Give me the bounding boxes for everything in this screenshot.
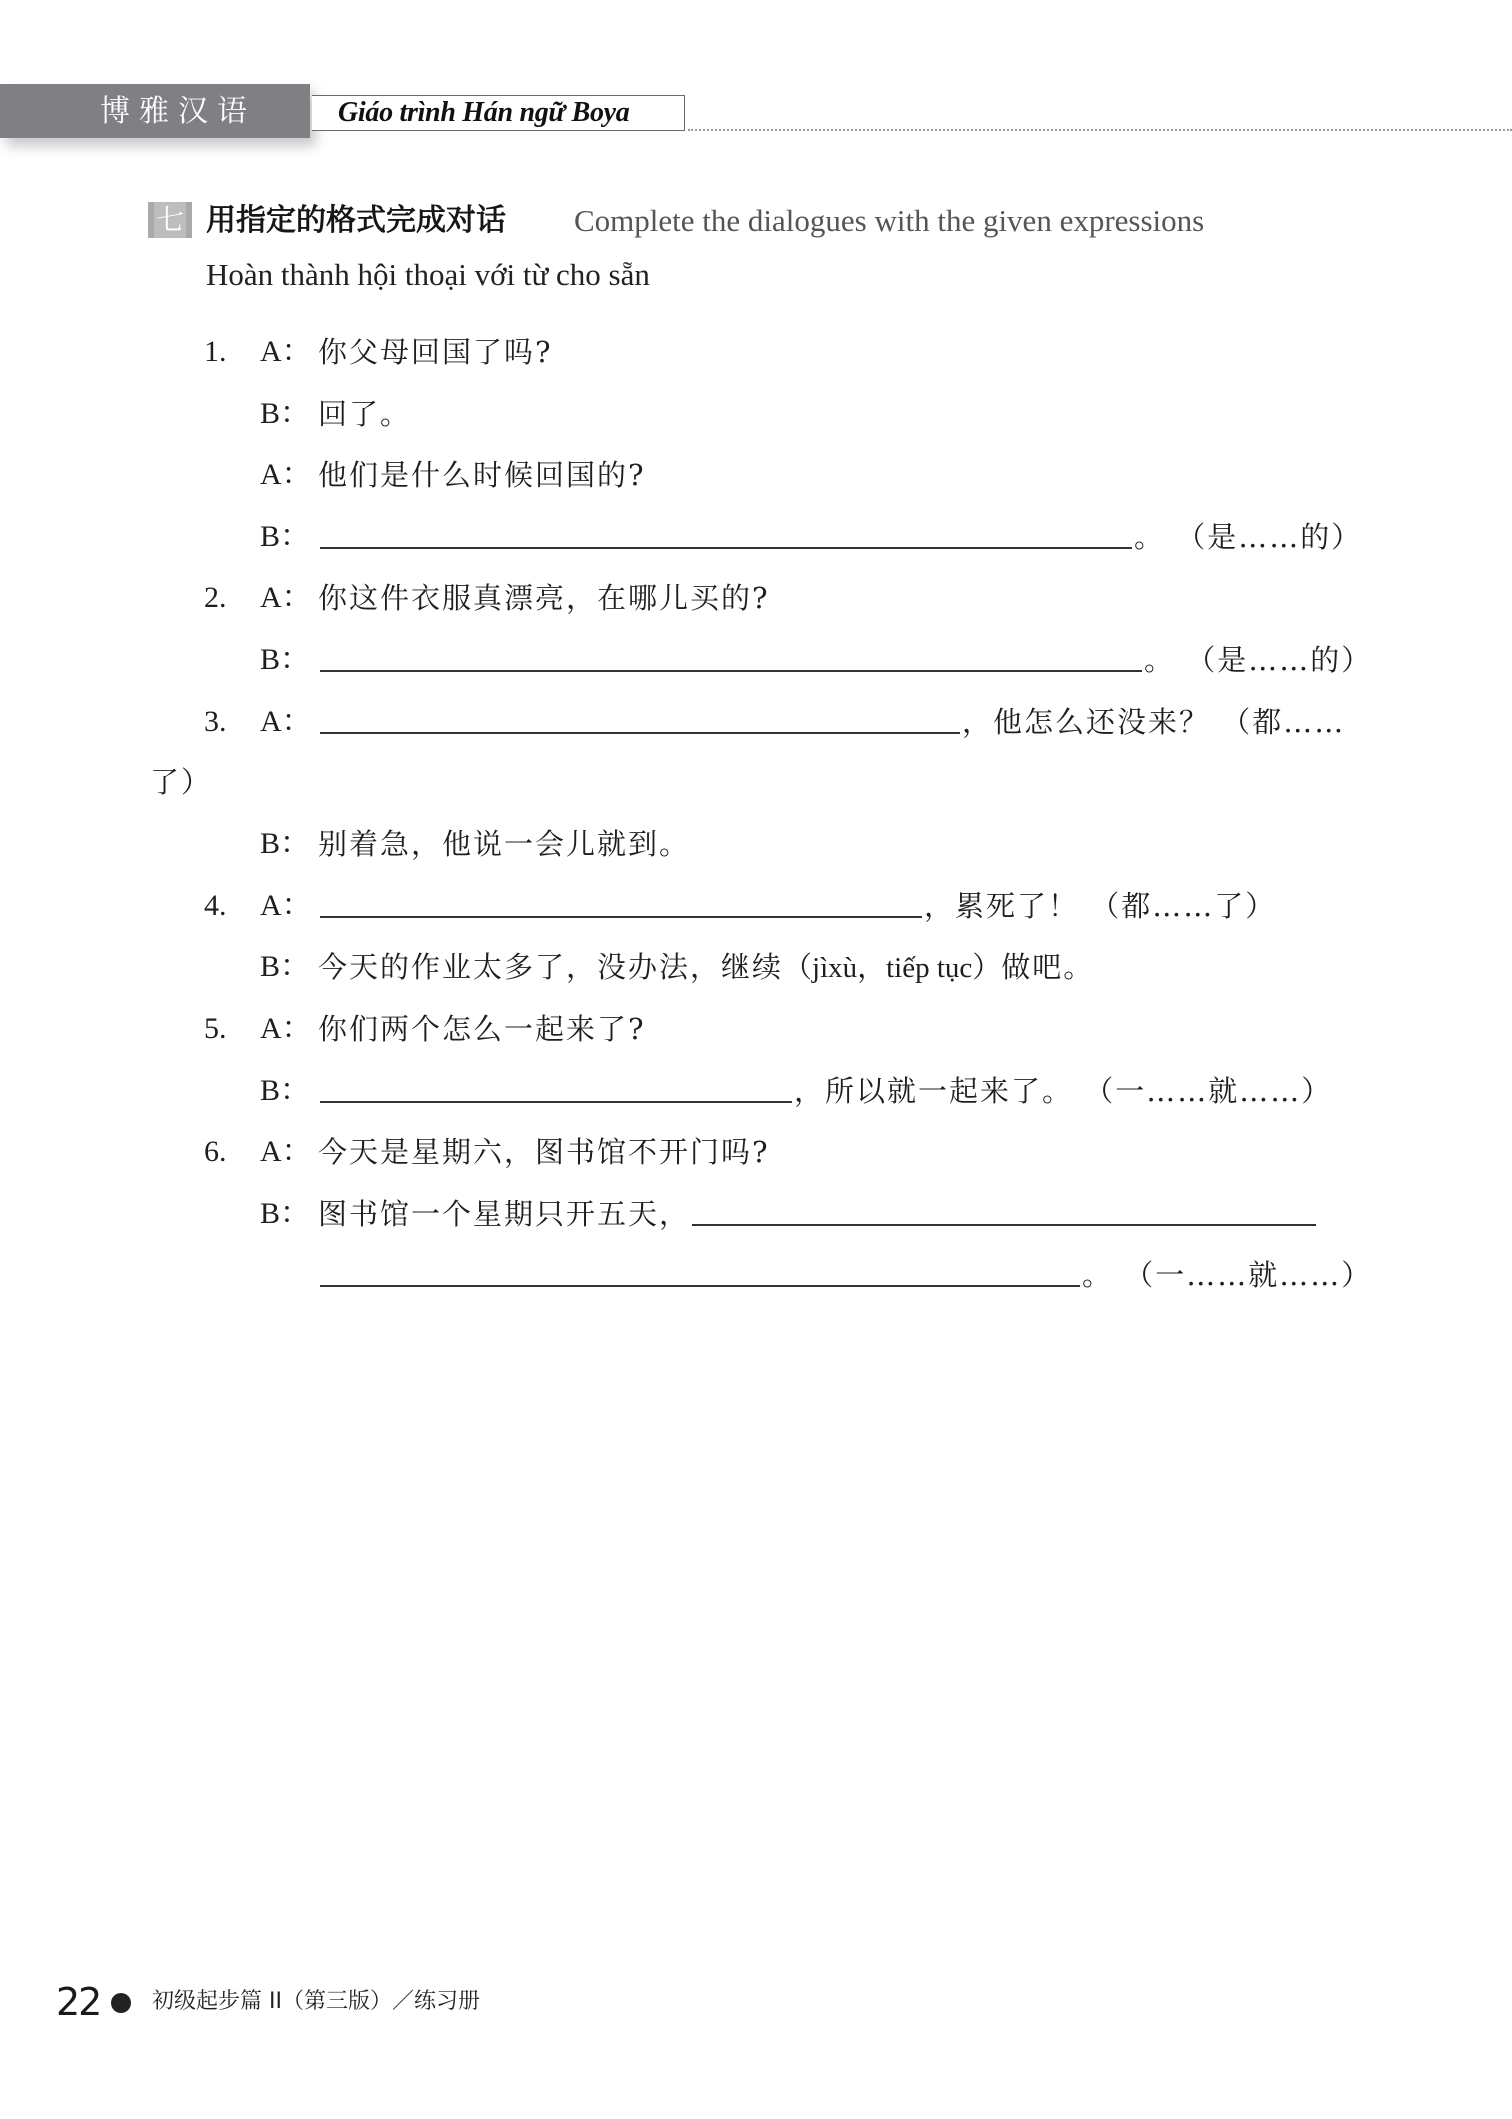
exercise-number: 5.	[204, 1012, 227, 1045]
speaker-label: A：	[260, 1012, 312, 1045]
speaker-label: B：	[260, 397, 311, 430]
dialogue-text: 你这件衣服真漂亮，在哪儿买的?	[318, 581, 770, 615]
grammar-hint: （是……的）	[1176, 520, 1363, 554]
dialogue-text: 今天是星期六，图书馆不开门吗?	[318, 1135, 770, 1169]
speaker-label: A：	[260, 581, 312, 614]
dialogue-text: 做吧。	[1001, 950, 1095, 984]
answer-blank[interactable]	[320, 1285, 1080, 1287]
book-title: 初级起步篇 II（第三版）／练习册	[152, 1989, 480, 2014]
hint-wrap-line	[150, 760, 212, 804]
answer-blank[interactable]	[692, 1224, 1316, 1226]
series-title-vi: Giáo trình Hán ngữ Boya	[338, 97, 630, 128]
dialogue-text: 他们是什么时候回国的?	[318, 458, 646, 492]
answer-blank[interactable]	[320, 916, 922, 918]
dialogue-text: 今天的作业太多了，没办法，继续	[318, 950, 784, 984]
dialogue-text: 回了。	[318, 397, 412, 431]
speaker-label: A：	[260, 458, 312, 491]
speaker-label: A：	[260, 889, 312, 922]
grammar-hint: （一……就……）	[1124, 1258, 1373, 1292]
punctuation: 。	[1082, 1258, 1114, 1292]
speaker-label: B：	[260, 643, 311, 676]
grammar-hint: （一……就……）	[1084, 1074, 1333, 1108]
dialogue-text: ，他怎么还没来？	[962, 705, 1211, 739]
speaker-label: B：	[260, 1197, 311, 1230]
answer-blank[interactable]	[320, 1101, 792, 1103]
header-dotted-rule	[688, 129, 1512, 131]
dialogue-text: 你们两个怎么一起来了?	[318, 1012, 646, 1046]
dialogue-text: 你父母回国了吗?	[318, 335, 553, 369]
page-number: 22	[56, 1980, 101, 2024]
speaker-label: B：	[260, 520, 311, 553]
speaker-label: A：	[260, 335, 312, 368]
section-number-badge: 七	[148, 202, 192, 238]
grammar-hint: （都……	[1221, 705, 1346, 739]
speaker-label: A：	[260, 705, 312, 738]
speaker-label: B：	[260, 827, 311, 860]
speaker-label: A：	[260, 1135, 312, 1168]
exercise-number: 1.	[204, 335, 227, 368]
section-title-cn: 用指定的格式完成对话	[206, 203, 506, 238]
speaker-label: B：	[260, 950, 311, 983]
answer-blank[interactable]	[320, 732, 960, 734]
grammar-hint: （是……的）	[1186, 643, 1373, 677]
exercise-number: 6.	[204, 1135, 227, 1168]
exercise-number: 4.	[204, 889, 227, 922]
answer-blank[interactable]	[320, 670, 1142, 672]
speaker-label: B：	[260, 1074, 311, 1107]
section-title-en: Complete the dialogues with the given expressions	[574, 203, 1205, 238]
exercise-number: 3.	[204, 705, 227, 738]
dialogue-text: ，累死了！	[924, 889, 1080, 923]
dialogue-text: 别着急，他说一会儿就到。	[318, 827, 691, 861]
grammar-hint: （都……了）	[1090, 889, 1277, 923]
dialogue-text: ，所以就一起来了。	[794, 1074, 1074, 1108]
answer-blank[interactable]	[320, 547, 1132, 549]
dialogue-text: 图书馆一个星期只开五天，	[318, 1197, 691, 1231]
series-title-cn: 博雅汉语	[100, 94, 256, 129]
section-title-vi: Hoàn thành hội thoại với từ cho sẵn	[206, 257, 650, 292]
bullet-dot-icon	[111, 1993, 131, 2013]
pinyin-gloss: （jìxù，tiếp tục）	[783, 952, 1002, 984]
punctuation: 。	[1134, 520, 1166, 554]
exercise-number: 2.	[204, 581, 227, 614]
punctuation: 。	[1144, 643, 1176, 677]
grammar-hint-continued: 了）	[150, 765, 213, 799]
